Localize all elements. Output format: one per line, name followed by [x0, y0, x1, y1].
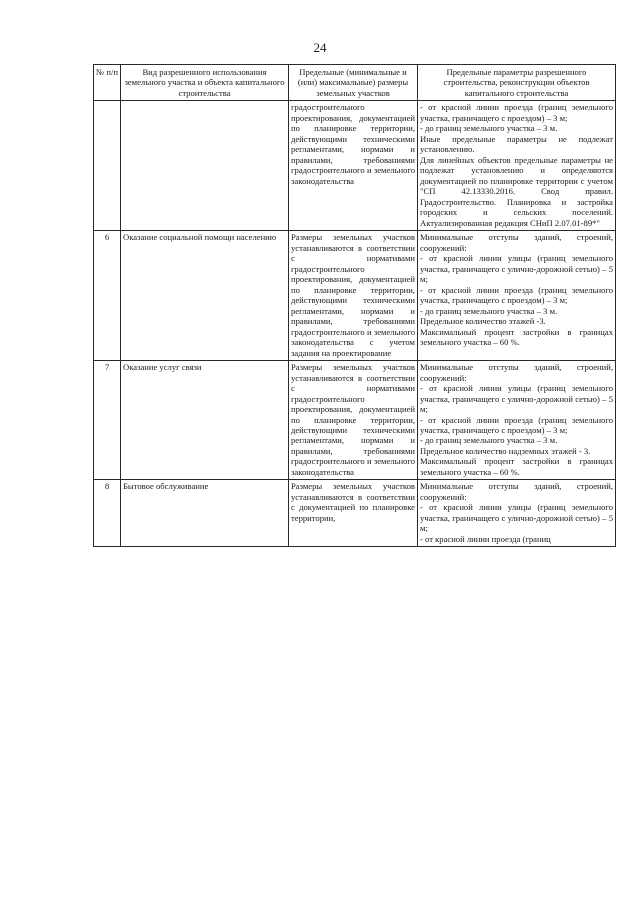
cell-use-type: Бытовое обслуживание: [121, 480, 289, 547]
param-line: - от красной линии проезда (границ земельного участка, граничащего с проездом) – 3 м;: [420, 414, 613, 435]
cell-construction-params: [418, 361, 616, 480]
param-line: Минимальные отступы зданий, строений, сооружений:: [420, 362, 613, 383]
table-row: [94, 361, 616, 480]
cell-plot-sizes: градостроительного проектирования, документацией по планировке территории, действующими техническими регламентами, нормами и правилами, требованиями градостроительного и земельного законодательства: [289, 101, 418, 231]
cell-number: 7: [94, 361, 121, 480]
table-header-row: [94, 65, 616, 101]
cell-use-type: [121, 101, 289, 231]
param-line: - до границ земельного участка – 3 м.: [420, 123, 558, 134]
param-line: - от красной линии проезда (границ: [420, 533, 551, 544]
cell-number: 8: [94, 480, 121, 547]
param-line: Минимальные отступы зданий, строений, сооружений:: [420, 481, 613, 502]
table-row: [94, 480, 616, 547]
param-line: - от красной линии проезда (границ земельного участка, граничащего с проездом) – 3 м;: [420, 102, 613, 123]
param-line: Предельное количество этажей -3.: [420, 316, 546, 327]
regulations-table: [93, 64, 616, 547]
param-line: Предельное количество надземных этажей - 3.: [420, 445, 591, 456]
cell-use-type: Оказание социальной помощи населению: [121, 231, 289, 361]
table-row-continuation: [94, 101, 616, 231]
cell-plot-sizes: Размеры земельных участков устанавливаются в соответствии с нормативами градостроительного проектирования, документацией по планировке территории, действующими техническими регламентами, нормами и правилами, требованиями градостроительного и земельного законодательства с учетом задания на проектирование: [289, 231, 418, 361]
table-row: [94, 231, 616, 361]
param-line: - от красной линии улицы (границ земельного участка, граничащего с улично-дорожной сетью) – 5 м;: [420, 502, 613, 534]
header-use-type: Вид разрешенного использования земельного участка и объекта капитального строительства: [121, 65, 289, 101]
param-line: Для линейных объектов предельные параметры не подлежат установлению и определяются документацией по планировке территории с учетом "СП 42.13330.2016. Свод правил. Градостроительство. Планировка и застройка городских и сельских поселений. Актуализированная редакция СНиП 2.07.01-89*": [420, 154, 613, 228]
param-line: Иные предельные параметры не подлежат установлению.: [420, 133, 613, 155]
cell-number: [94, 101, 121, 231]
param-line: - до границ земельного участка – 3 м.: [420, 435, 558, 446]
cell-construction-params: [418, 480, 616, 547]
param-line: Минимальные отступы зданий, строений, сооружений:: [420, 232, 613, 253]
cell-construction-params: [418, 101, 616, 231]
header-construction-params: Предельные параметры разрешенного строительства, реконструкции объектов капитального строительства: [418, 65, 616, 101]
param-line: Максимальный процент застройки в границах земельного участка – 60 %.: [420, 456, 613, 477]
cell-plot-sizes: Размеры земельных участков устанавливаются в соответствии с документацией по планировке территории,: [289, 480, 418, 547]
param-line: - от красной линии улицы (границ земельного участка, граничащего с улично-дорожной сетью) – 5 м;: [420, 253, 613, 285]
param-line: Максимальный процент застройки в границах земельного участка – 60 %.: [420, 326, 613, 348]
cell-use-type: Оказание услуг связи: [121, 361, 289, 480]
cell-construction-params: [418, 231, 616, 361]
param-line: - от красной линии проезда (границ земельного участка, граничащего с проездом) – 3 м;: [420, 284, 613, 306]
cell-number: 6: [94, 231, 121, 361]
cell-plot-sizes: Размеры земельных участков устанавливаются в соответствии с нормативами градостроительного проектирования, документацией по планировке территории, действующими техническими регламентами, нормами и правилами, требованиями градостроительного и земельного законодательства: [289, 361, 418, 480]
header-number: № п/п: [94, 65, 121, 101]
param-line: - до границ земельного участка – 3 м.: [420, 305, 558, 316]
header-plot-sizes: Предельные (минимальные и (или) максимальные) размеры земельных участков: [289, 65, 418, 101]
page-number: 24: [313, 40, 327, 55]
param-line: - от красной линии улицы (границ земельного участка, граничащего с улично-дорожной сетью) – 5 м;: [420, 383, 613, 415]
